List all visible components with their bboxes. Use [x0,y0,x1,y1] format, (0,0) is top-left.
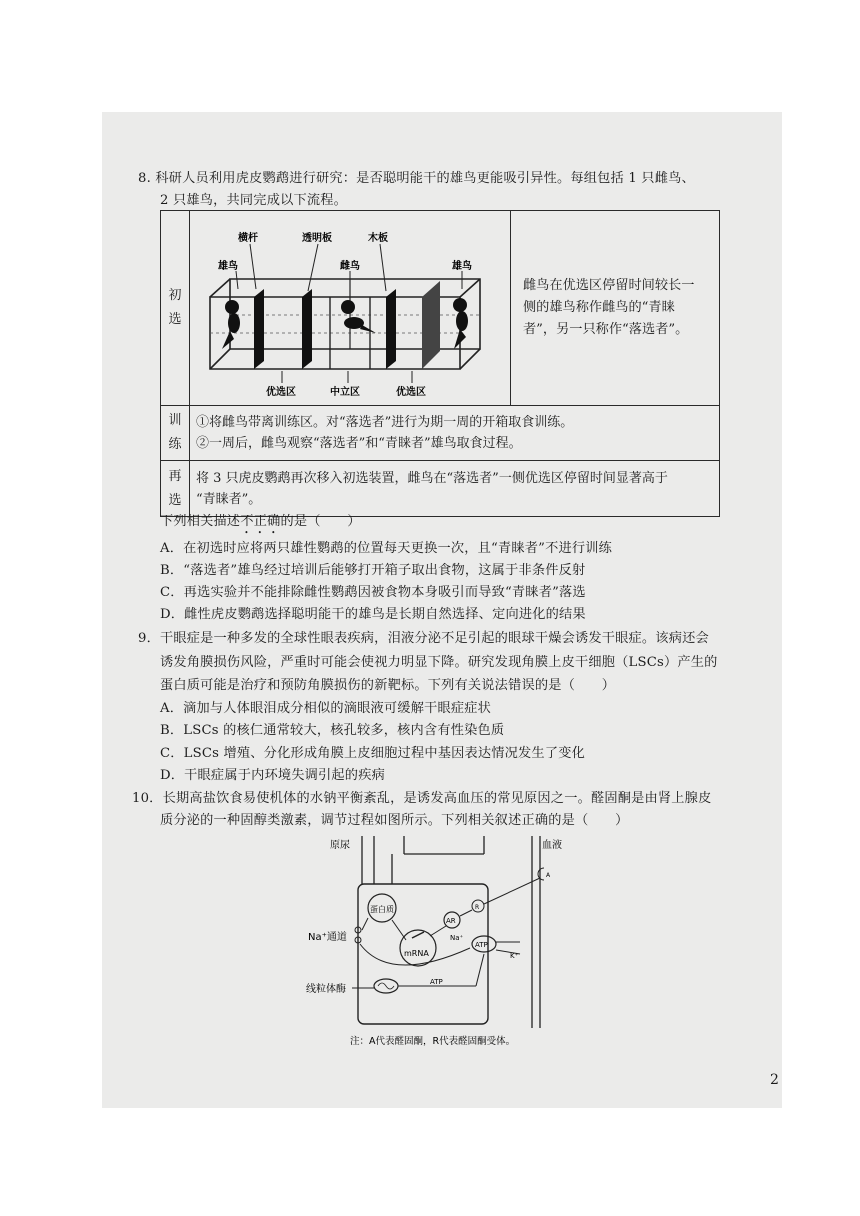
reselect-line1: 将 3 只虎皮鹦鹉再次移入初选装置，雌鸟在“落选者”一侧优选区停留时间显著高于 [196,470,668,486]
q9-option-b[interactable]: B．LSCs 的核仁通常较大，核孔较多，核内含有性染色质 [160,723,505,738]
q9-option-d[interactable]: D．干眼症属于内环境失调引起的疾病 [160,768,385,783]
q8-option-c[interactable]: C．再选实验并不能排除雌性鹦鹉因被食物本身吸引而导致“青睐者”落选 [160,585,586,600]
q9-line2: 诱发角膜损伤风险，严重时可能会使视力明显下降。研究发现角膜上皮干细胞（LSCs）产生的 [160,655,718,670]
label-ar: AR [446,917,456,925]
cage-diagram [190,211,510,398]
label-male-right: 雄鸟 [452,261,472,272]
q9-line1: 9．干眼症是一种多发的全球性眼表疾病，泪液分泌不足引起的眼球干燥会诱发干眼症。该病还会 [138,631,709,646]
label-protein: 蛋白质 [370,905,394,914]
q8-option-a[interactable]: A．在初选时应将两只雄性鹦鹉的位置每天更换一次，且“青睐者”不进行训练 [160,541,613,556]
label-mito: 线粒体酶 [306,984,346,995]
cage-diagram-cell [190,211,511,406]
stage-reselect: 再 选 [161,461,190,517]
reselect-description [190,461,720,517]
figure-note: 注：A代表醛固酮，R代表醛固酮受体。 [350,1036,516,1047]
label-na: Na⁺ [450,934,464,942]
q8-option-b[interactable]: B．“落选者”雄鸟经过培训后能够打开箱子取出食物，这属于非条件反射 [160,563,586,578]
aldosterone-figure [300,832,590,1050]
stage-initial: 初 选 [161,211,190,406]
label-atp-mito: ATP [430,978,443,986]
label-a: A [546,872,551,879]
q8-option-d[interactable]: D．雌性虎皮鹦鹉选择聪明能干的雄鸟是长期自然选择、定向进化的结果 [160,607,586,622]
initial-description: 雌鸟在优选区停留时间较长一侧的雄鸟称作雌鸟的“青睐者”，另一只称作“落选者”。 [511,211,720,406]
q9-option-a[interactable]: A．滴加与人体眼泪成分相似的滴眼液可缓解干眼症症状 [160,701,492,716]
training-line1: ①将雌鸟带离训练区。对“落选者”进行为期一周的开箱取食训练。 [196,415,574,430]
label-female: 雌鸟 [340,261,360,272]
q8-stem-line1: 8. 科研人员利用虎皮鹦鹉进行研究：是否聪明能干的雄鸟更能吸引异性。每组包括 1 只雌鸟、 [138,171,695,186]
label-na-channel: Na⁺通道 [308,932,347,943]
label-hengan: 横杆 [238,233,258,244]
zone-mid: 中立区 [330,387,360,398]
label-yuanniao: 原尿 [330,840,350,851]
q8-question: 下列相关描述不正确的是（ ） [160,514,361,529]
stage-training: 训 练 [161,406,190,461]
label-touming: 透明板 [302,233,332,244]
q8-stem-line2: 2 只雄鸟，共同完成以下流程。 [160,193,348,208]
label-mrna: mRNA [404,949,429,958]
emphasis-not-correct: 不正确 [240,514,281,529]
label-k: K⁺ [510,952,519,960]
q10-line1: 10．长期高盐饮食易使机体的水钠平衡紊乱，是诱发高血压的常见原因之一。醛固酮是由肾上腺皮 [132,791,712,806]
q9-line3: 蛋白质可能是治疗和预防角膜损伤的新靶标。下列有关说法错误的是（ ） [160,678,616,693]
zone-left: 优选区 [266,387,296,398]
experiment-table [160,210,720,517]
zone-right: 优选区 [396,387,426,398]
label-r: R [475,904,480,911]
label-male-left: 雄鸟 [218,261,238,272]
reselect-line2: “青睐者”。 [196,491,262,507]
label-muban: 木板 [368,233,388,244]
page-number: 2 [770,1072,779,1088]
q9-option-c[interactable]: C．LSCs 增殖、分化形成角膜上皮细胞过程中基因表达情况发生了变化 [160,746,585,761]
label-atp-pump: ATP [475,941,488,949]
label-xueye: 血液 [542,840,562,851]
q10-line2: 质分泌的一种固醇类激素，调节过程如图所示。下列相关叙述正确的是（ ） [160,813,629,828]
training-description [190,406,720,461]
training-line2: ②一周后，雌鸟观察“落选者”和“青睐者”雄鸟取食过程。 [196,436,522,451]
